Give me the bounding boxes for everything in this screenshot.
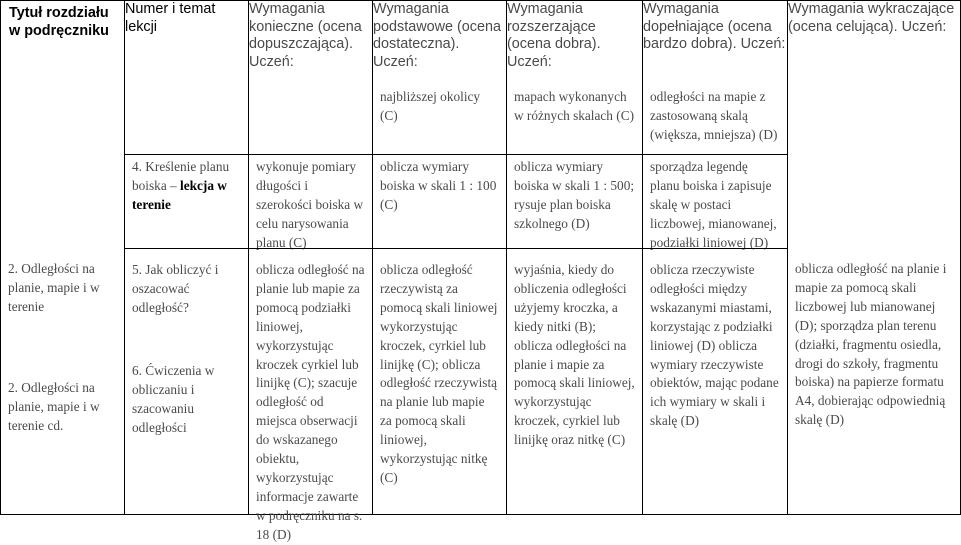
col-konieczne [249,1,373,542]
lesson-4-title: 4. Kreślenie planu boiska – [132,159,230,193]
rozszerzajace-row-2: wyjaśnia, kiedy do obliczenia odległości użyjemy kroczka, a kiedy nitki (B); oblicza odległości na planie i mapie za pomocą skali liniowej, wykorzystując kroczek, cyrkiel lub linijkę oraz nitkę (C) [507,248,642,450]
col-chapter [1,1,125,515]
rozszerzajace-row-1: oblicza wymiary boiska w skali 1 : 500; rysuje plan boiska szkolnego (D) [507,154,642,252]
konieczne-row-1: wykonuje pomiary długości i szerokości boiska w celu narysowania planu (C) [249,154,372,252]
lesson-4-bold: lekcja w terenie [132,177,227,212]
col-lesson [125,1,249,515]
wykraczajace-row-2: oblicza odległość na planie i mapie za pomocą skali liczbowej lub mianowanej (D); sporządza plan terenu (działki, fragmentu osiedla, drogi do szkoły, fragmentu boiska) na papierze formatu A4, dobierając odpowiednią skalę (D) [795,261,947,428]
lesson-6-title: 6. Ćwiczenia w obliczaniu i szacowaniu odległości [132,363,215,435]
header-rozszerzajace: Wymagania rozszerzające (ocena dobra). Uczeń: [507,1,601,70]
podstawowe-row-1: oblicza wymiary boiska w skali 1 : 100 (C) [373,154,506,252]
konieczne-row-2: oblicza odległość na planie lub mapie za pomocą podziałki liniowej, wykorzystując kroczek cyrkiel lub linijkę (C); szacuje odległość od miejsca obserwacji do wskazanego obiektu, wykorzystując informacje zawarte w podręczniku na s. 18 (D) [249,248,372,545]
col-dopelniajace [643,1,788,515]
header-chapter-title: Tytuł rozdziału w podręczniku [9,5,109,39]
dopelniajace-row-2: oblicza rzeczywiste odległości między wskazanymi miastami, korzystając z podziałki liniowej (D) oblicza wymiary rzeczywiste obiektów, mając podane ich wymiary w skali i skalę (D) [643,248,787,431]
col-wykraczajace [788,1,961,515]
col-podstawowe [373,1,507,515]
header-podstawowe: Wymagania podstawowe (ocena dostateczna). Uczeń: [373,1,501,70]
podstawowe-row-0: najbliższej okolicy (C) [380,89,481,123]
header-dopelniajace: Wymagania dopełniające (ocena bardzo dobra). Uczeń: [643,1,786,53]
header-konieczne: Wymagania konieczne (ocena dopuszczająca). Uczeń: [249,1,362,70]
lesson-4-cell [125,154,248,252]
lesson-5-title: 5. Jak obliczyć i oszacować odległość? [125,248,248,318]
chapter-title-1: 2. Odległości na planie, mapie i w terenie [8,261,100,314]
header-wykraczajace: Wymagania wykraczające (ocena celująca). Uczeń: [788,1,955,35]
rozszerzajace-row-0: mapach wykonanych w różnych skalach (C) [514,89,634,123]
dopelniajace-row-0: odległości na mapie z zastosowaną skalą (większa, mniejsza) (D) [650,89,778,142]
dopelniajace-row-1: sporządza legendę planu boiska i zapisuje skalę w postaci liczbowej, mianowanej, podziałki liniowej (D) [643,154,787,252]
col-rozszerzajace [507,1,643,515]
header-lesson: Numer i temat lekcji [125,1,216,35]
chapter-title-2: 2. Odległości na planie, mapie i w terenie cd. [8,380,100,433]
podstawowe-row-2: oblicza odległość rzeczywistą za pomocą skali liniowej wykorzystując kroczek, cyrkiel lub linijkę (C); oblicza odległość rzeczywistą na planie lub mapie za pomocą skali liniowej, wykorzystując nitkę (C) [373,248,506,488]
